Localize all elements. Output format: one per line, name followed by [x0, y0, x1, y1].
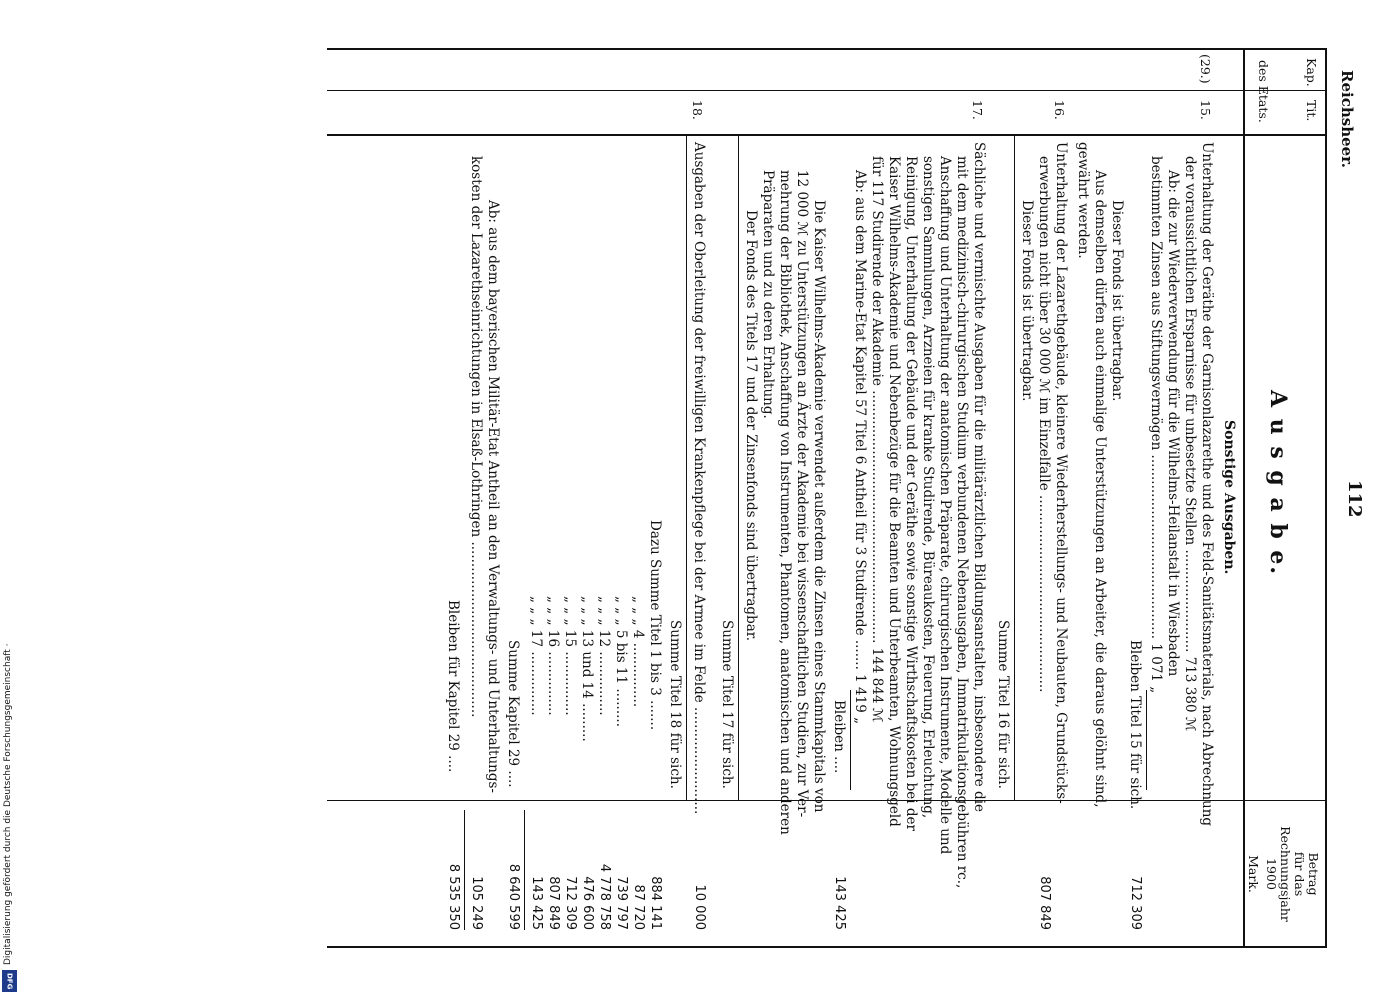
t17-line-1: Sächliche und vermischte Ausgaben für die militärärztlichen Bildungsanstalten, insbesondere die: [971, 142, 987, 813]
ab-amount: 105 249: [469, 876, 484, 930]
t16-rule: [1014, 136, 1015, 800]
t18-amount: 10 000: [692, 884, 707, 930]
t15-bleiben: Bleiben Titel 15 für sich.: [1127, 640, 1143, 810]
left-frame-rule: [327, 48, 1327, 50]
t15-line-2: der voraussichtlichen Ersparnisse für unbesetzte Stellen ........................ 713 380 ℳ: [1182, 156, 1198, 732]
t17-rule: [738, 136, 739, 800]
col-betrag-3: Rechnungsjahr: [1278, 826, 1293, 922]
t17-bleiben: Bleiben ....: [831, 700, 847, 774]
total-row-4-label: „ „ „ 13 und 14 .........: [579, 596, 595, 742]
t17-line-8: Ab: aus dem Marine-Etat Kapitel 57 Titel 6 Antheil für 3 Studirende ....... 1 419 „: [852, 170, 868, 725]
dfg-credit-sidebar: [0, 0, 22, 1000]
summe-kapitel-amount: 8 640 599: [506, 863, 521, 930]
section-title: Reichsheer.: [1338, 70, 1356, 168]
total-row-1-label: „ „ „ 4 ...............: [630, 596, 646, 708]
t17-para-3: mehrung der Bibliothek, Anschaffung von Instrumenten, Phantomen, anatomischen und anderen: [777, 170, 793, 835]
t15-line-1: Unterhaltung der Geräthe der Garnisonlazarethe und des Feld-Sanitätsmaterials, nach Abrechnung: [1199, 142, 1215, 827]
total-row-7-amount: 807 849: [546, 876, 561, 930]
total-row-7-label: „ „ „ 17 ...............: [528, 596, 544, 716]
total-row-6-amount: 712 309: [563, 876, 578, 930]
tit-15: 15.: [1198, 100, 1213, 120]
total-last-amount: 143 425: [529, 876, 544, 930]
t17-line-4: sonstigen Sammlungen, Arzneien für kranke Studirende, Büreaukosten, Feuerung, Erleuchtung,: [920, 156, 936, 819]
t17-para-2: 12 000 ℳ zu Unterstützungen an Ärzte der Akademie bei wissenschaftlichen Studien, zur Ver-: [794, 170, 810, 818]
t17-sum-rule: [850, 690, 851, 790]
t15-note-2a: Aus demselben dürfen auch einmalige Unterstützungen an Arbeiter, die daraus gelöhnt sind,: [1092, 170, 1108, 808]
bleiben-kapitel-rule: [464, 810, 465, 930]
tit-17: 17.: [970, 100, 985, 120]
top-rule: [1325, 48, 1327, 948]
right-frame-rule: [327, 946, 1327, 948]
t16-amount: 807 849: [1037, 876, 1052, 930]
t17-line-3: Anschaffung und Unterhaltung der anatomischen Präparate, chirurgischen Instrumente, Modelle und: [937, 156, 953, 855]
page-number: 112: [1344, 480, 1365, 518]
ab-line-1: Ab: aus dem bayerischen Militär-Etat Antheil an den Verwaltungs- und Unterhaltungs-: [485, 200, 501, 793]
ab-line-2: kosten der Lazarethseinrichtungen in Elsaß-Lothringen .........................................: [468, 156, 484, 718]
t17-line-5: Reinigung, Unterhaltung der Gebäude und der Geräthe sowie sonstige Wirthschaftskosten bei der: [903, 156, 919, 831]
t17-summe: Summe Titel 17 für sich.: [719, 620, 735, 789]
bleiben-kapitel-amount: 8 535 350: [446, 863, 461, 930]
total-row-5-amount: 476 600: [580, 876, 595, 930]
total-row-3-label: „ „ „ 12 ...............: [596, 596, 612, 716]
header-bottom-rule: [1243, 48, 1245, 948]
total-row-2-amount: 87 720: [631, 884, 646, 930]
t15-amount: 712 309: [1128, 876, 1143, 930]
t17-line-6: Kaiser Wilhelms-Akademie und Nebenbezüge für die Beamten und Unterbeamten, Wohnungsgeld: [886, 156, 902, 827]
total-row-2-label: „ „ „ 5 bis 11 .........: [613, 596, 629, 728]
t18-line: Ausgaben der Oberleitung der freiwilligen Krankenpflege bei der Armee im Felde .........................: [691, 142, 707, 815]
text-column-rule: [327, 134, 1327, 136]
amount-column-rule: [327, 800, 1327, 801]
t18-rule: [686, 136, 687, 800]
t16-summe: Summe Titel 16 für sich.: [995, 620, 1011, 789]
t17-line-7: für 117 Studirende der Akademie ........................................................... 144 844 ℳ: [869, 156, 885, 723]
col-kap: Kap.: [1304, 58, 1319, 87]
total-row-1-amount: 884 141: [648, 876, 663, 930]
total-row-3-amount: 739 797: [614, 876, 629, 930]
t18-summe: Summe Titel 18 für sich.: [667, 620, 683, 789]
col-betrag-4: 1900: [1264, 858, 1279, 890]
t16-line-2: erwerbungen nicht über 30 000 ℳ im Einzelfalle ..............................................: [1036, 156, 1052, 693]
summe-kapitel-rule: [524, 810, 525, 930]
kap-tit-divider: [327, 90, 1327, 91]
total-row-4-amount: 4 778 758: [597, 863, 612, 930]
col-tit: Tit.: [1304, 100, 1319, 122]
t16-line-1: Unterhaltung der Lazarethgebäude, kleinere Wiederherstellungs- und Neubauten, Grundstücks-: [1053, 142, 1069, 804]
t17-line-2: mit dem medizinisch-chirurgischen Studium verbundenen Nebenausgaben, Immatrikulationsgebühren rc.,: [954, 156, 970, 889]
summe-kapitel: Summe Kapitel 29 ....: [505, 640, 521, 788]
dfg-logo-icon: DFG: [2, 970, 17, 992]
t17-note: Der Fonds des Titels 17 und der Zinsenfonds sind übertragbar.: [743, 210, 759, 642]
col-betrag-2: für das: [1292, 851, 1307, 897]
t15-sum-rule: [1146, 690, 1147, 790]
dfg-credit-text: Digitalisierung gefördert durch die Deutsche Forschungsgemeinschaft ·: [3, 643, 13, 965]
t15-note-2b: gewährt werden.: [1075, 142, 1091, 259]
t15-note-1: Dieser Fonds ist übertragbar.: [1109, 200, 1125, 402]
heading-ausgabe: A u s g a b e.: [1265, 390, 1291, 577]
total-row-5-label: „ „ „ 15 ...............: [562, 596, 578, 716]
t16-line-3: Dieser Fonds ist übertragbar.: [1019, 200, 1035, 402]
t15-line-4: bestimmten Zinsen aus Stiftungsvermögen ........................................... 1 071 „: [1148, 156, 1164, 694]
t17-para-4: Präparaten und zu deren Erhaltung.: [760, 170, 776, 419]
t15-line-3: Ab: die zur Wiederverwendung für die Wilhelms-Heilanstalt in Wiesbaden: [1165, 170, 1181, 677]
subheading: Sonstige Ausgaben.: [1221, 420, 1237, 575]
t17-para-1: Die Kaiser Wilhelms-Akademie verwendet außerdem die Zinsen eines Stammkapitals von: [811, 200, 827, 813]
col-betrag-1: Betrag: [1306, 852, 1321, 896]
kap-29: (29.): [1198, 54, 1213, 84]
bleiben-kapitel: Bleiben für Kapitel 29 ....: [445, 600, 461, 773]
total-row-6-label: „ „ „ 16 ...............: [545, 596, 561, 716]
col-des-etats: des Etats.: [1256, 60, 1271, 123]
dazu-label: Dazu Summe Titel 1 bis 3 .......: [647, 520, 663, 731]
t17-amount: 143 425: [832, 876, 847, 930]
tit-18: 18.: [690, 100, 705, 120]
col-mark: Mark.: [1246, 855, 1261, 893]
tit-16: 16.: [1052, 100, 1067, 120]
